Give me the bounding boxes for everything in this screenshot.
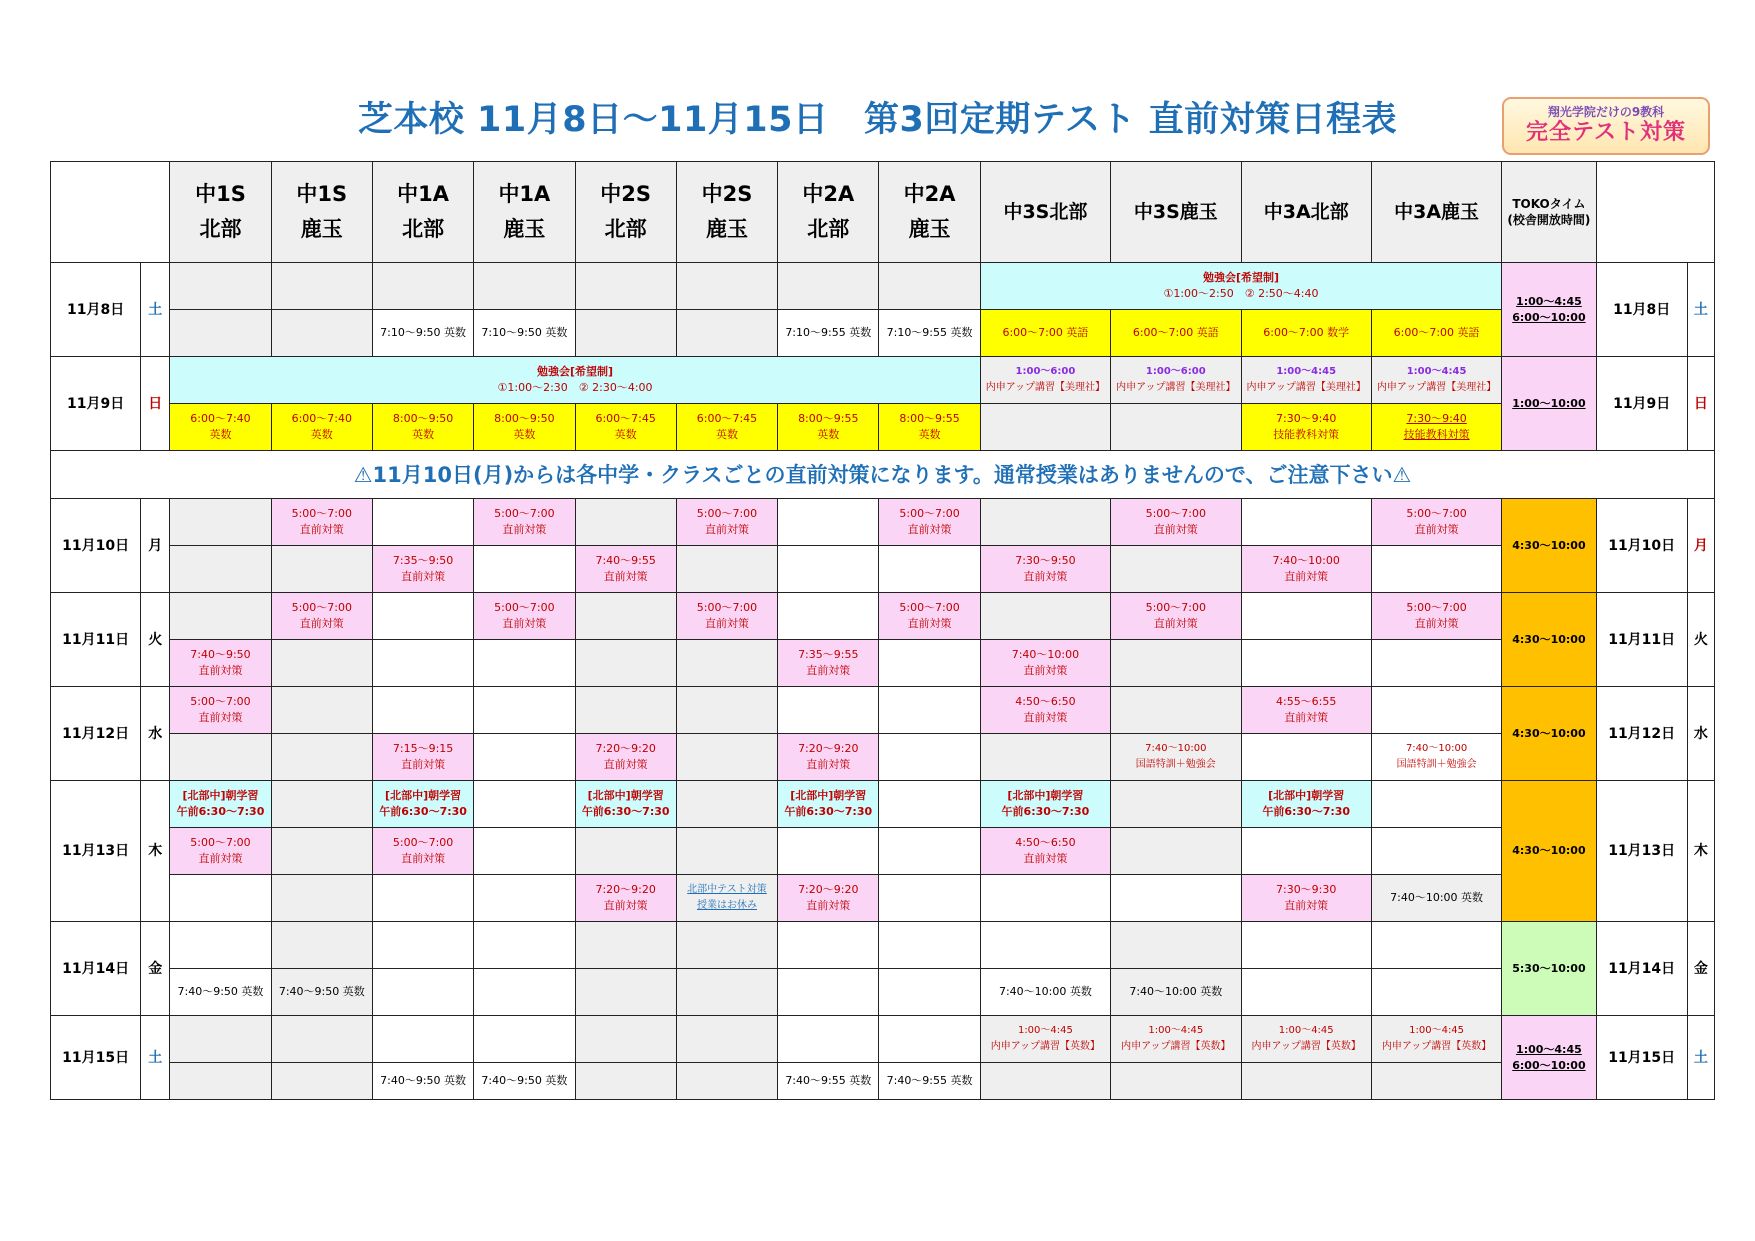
slot-cell: 7:40～9:50 英数 [474, 1063, 575, 1100]
slot-cell: 8:00～9:55 英数 [879, 404, 980, 451]
slot-cell: 7:30～9:50 直前対策 [980, 546, 1110, 593]
date-cell: 11月9日 [51, 357, 141, 451]
slot-cell: 7:10～9:55 英数 [879, 310, 980, 357]
dow-cell: 火 [1687, 593, 1714, 687]
slot-cell: 7:10～9:55 英数 [778, 310, 879, 357]
date-cell: 11月8日 [51, 263, 141, 357]
slot-cell: 5:00～7:00 直前対策 [879, 593, 980, 640]
slot-cell: 7:40～10:00 国語特訓＋勉強会 [1111, 734, 1241, 781]
notice-banner: ⚠11月10日(月)からは各中学・クラスごとの直前対策になります。通常授業はありませんので、ご注意下さい⚠ [51, 451, 1715, 499]
slot-cell: 5:00～7:00 直前対策 [1111, 593, 1241, 640]
study-session-cell: 勉強会[希望制] ①1:00～2:50 ② 2:50～4:40 [980, 263, 1502, 310]
date-cell: 11月8日 [1596, 263, 1687, 357]
header-col: 中3S鹿玉 [1111, 162, 1241, 263]
slot-cell: 7:30～9:40 技能教科対策 [1371, 404, 1501, 451]
slot-cell: 5:00～7:00 直前対策 [271, 593, 372, 640]
toko-cell: 1:00～4:45 6:00～10:00 [1502, 1016, 1596, 1100]
logo [1502, 97, 1710, 155]
slot-cell: 1:00～4:45 内申アップ講習【美理社】 [1241, 357, 1371, 404]
dow-cell: 土 [1687, 263, 1714, 357]
slot-cell: 6:00～7:00 英語 [1371, 310, 1501, 357]
day-row-11-11 [51, 593, 1715, 640]
date-cell: 11月15日 [1596, 1016, 1687, 1100]
date-cell: 11月14日 [1596, 922, 1687, 1016]
slot-cell: 7:40～10:00 直前対策 [1241, 546, 1371, 593]
slot-cell: 1:00～4:45 内申アップ講習【英数】 [980, 1016, 1110, 1063]
dow-cell: 日 [141, 357, 170, 451]
date-cell: 11月12日 [1596, 687, 1687, 781]
slot-cell: 7:30～9:30 直前対策 [1241, 875, 1371, 922]
slot-cell: 7:20～9:20 直前対策 [575, 734, 676, 781]
day-row-11-11-b [51, 640, 1715, 687]
page-title: 芝本校 11月8日～11月15日 第3回定期テスト 直前対策日程表 [357, 100, 1398, 140]
slot-cell: 7:20～9:20 直前対策 [778, 875, 879, 922]
dow-cell: 土 [141, 1016, 170, 1100]
header-row [51, 162, 1715, 263]
slot-cell: 6:00～7:00 数学 [1241, 310, 1371, 357]
slot-cell: 1:00～4:45 内申アップ講習【英数】 [1241, 1016, 1371, 1063]
header-blank [1596, 162, 1714, 263]
dow-cell: 金 [1687, 922, 1714, 1016]
date-cell: 11月11日 [51, 593, 141, 687]
slot-cell: 7:40～9:55 英数 [778, 1063, 879, 1100]
day-row-11-10 [51, 499, 1715, 546]
slot-cell: [北部中]朝学習 午前6:30～7:30 [575, 781, 676, 828]
header-col: 中2A 北部 [778, 162, 879, 263]
day-row-11-15-b [51, 1063, 1715, 1100]
day-row-11-13 [51, 781, 1715, 828]
day-row-11-9-b [51, 404, 1715, 451]
slot-cell: 5:00～7:00 直前対策 [372, 828, 473, 875]
slot-cell: [北部中]朝学習 午前6:30～7:30 [372, 781, 473, 828]
day-row-11-12-b [51, 734, 1715, 781]
slot-cell: 1:00～4:45 内申アップ講習【英数】 [1371, 1016, 1501, 1063]
slot-cell: 6:00～7:40 英数 [271, 404, 372, 451]
toko-cell: 1:00～4:45 6:00～10:00 [1502, 263, 1596, 357]
slot-cell: [北部中]朝学習 午前6:30～7:30 [1241, 781, 1371, 828]
day-row-11-12 [51, 687, 1715, 734]
slot-cell: 7:30～9:40 技能教科対策 [1241, 404, 1371, 451]
day-row-11-8 [51, 263, 1715, 310]
notice-row [51, 451, 1715, 499]
header-col: 中1S 鹿玉 [271, 162, 372, 263]
header-col: 中3A北部 [1241, 162, 1371, 263]
slot-cell: 5:00～7:00 直前対策 [474, 593, 575, 640]
date-cell: 11月13日 [51, 781, 141, 922]
slot-cell: 7:35～9:55 直前対策 [778, 640, 879, 687]
slot-cell: 4:55～6:55 直前対策 [1241, 687, 1371, 734]
schedule-table [50, 161, 1715, 1100]
slot-cell: [北部中]朝学習 午前6:30～7:30 [980, 781, 1110, 828]
dow-cell: 日 [1687, 357, 1714, 451]
slot-cell: 6:00～7:40 英数 [170, 404, 271, 451]
slot-cell: 7:40～9:50 英数 [271, 969, 372, 1016]
slot-cell: 5:00～7:00 直前対策 [474, 499, 575, 546]
day-row-11-10-b [51, 546, 1715, 593]
slot-cell: 5:00～7:00 直前対策 [1371, 499, 1501, 546]
slot-cell: 7:15～9:15 直前対策 [372, 734, 473, 781]
header-col: 中2A 鹿玉 [879, 162, 980, 263]
slot-cell: 7:40～9:55 直前対策 [575, 546, 676, 593]
date-cell: 11月13日 [1596, 781, 1687, 922]
toko-cell: 5:30～10:00 [1502, 922, 1596, 1016]
date-cell: 11月10日 [1596, 499, 1687, 593]
date-cell: 11月14日 [51, 922, 141, 1016]
slot-cell: 5:00～7:00 直前対策 [170, 828, 271, 875]
header-toko: TOKOタイム (校舎開放時間) [1502, 162, 1596, 263]
logo-line1: 翔光学院だけの9教科 [1547, 105, 1665, 119]
toko-cell: 4:30～10:00 [1502, 499, 1596, 593]
slot-cell: 7:10～9:50 英数 [474, 310, 575, 357]
header-blank [51, 162, 170, 263]
date-cell: 11月11日 [1596, 593, 1687, 687]
dow-cell: 水 [141, 687, 170, 781]
toko-cell: 1:00～10:00 [1502, 357, 1596, 451]
date-cell: 11月10日 [51, 499, 141, 593]
date-cell: 11月9日 [1596, 357, 1687, 451]
slot-cell: 8:00～9:50 英数 [474, 404, 575, 451]
slot-cell: 5:00～7:00 直前対策 [879, 499, 980, 546]
slot-cell: 7:10～9:50 英数 [372, 310, 473, 357]
slot-cell: 7:20～9:20 直前対策 [575, 875, 676, 922]
header-col: 中1S 北部 [170, 162, 271, 263]
dow-cell: 水 [1687, 687, 1714, 781]
dow-cell: 土 [1687, 1016, 1714, 1100]
slot-cell: 5:00～7:00 直前対策 [271, 499, 372, 546]
slot-cell: 7:40～10:00 英数 [1111, 969, 1241, 1016]
date-cell: 11月15日 [51, 1016, 141, 1100]
slot-cell: 7:40～10:00 英数 [1371, 875, 1501, 922]
dow-cell: 金 [141, 922, 170, 1016]
slot-cell: 7:40～10:00 国語特訓＋勉強会 [1371, 734, 1501, 781]
day-row-11-9 [51, 357, 1715, 404]
header-col: 中3A鹿玉 [1371, 162, 1501, 263]
dow-cell: 火 [141, 593, 170, 687]
slot-cell: [北部中]朝学習 午前6:30～7:30 [170, 781, 271, 828]
slot-cell: 1:00～6:00 内申アップ講習【美理社】 [980, 357, 1110, 404]
slot-cell: 7:35～9:50 直前対策 [372, 546, 473, 593]
slot-cell: 5:00～7:00 直前対策 [676, 499, 777, 546]
slot-cell: 5:00～7:00 直前対策 [676, 593, 777, 640]
dow-cell: 木 [141, 781, 170, 922]
header-col: 中1A 鹿玉 [474, 162, 575, 263]
header-col: 中2S 鹿玉 [676, 162, 777, 263]
day-row-11-13-c [51, 875, 1715, 922]
day-row-11-15 [51, 1016, 1715, 1063]
slot-cell: 7:40～9:50 直前対策 [170, 640, 271, 687]
slot-cell: 7:40～9:50 英数 [372, 1063, 473, 1100]
toko-cell: 4:30～10:00 [1502, 593, 1596, 687]
slot-cell: [北部中]朝学習 午前6:30～7:30 [778, 781, 879, 828]
slot-cell: 1:00～4:45 内申アップ講習【美理社】 [1371, 357, 1501, 404]
day-row-11-14-b [51, 969, 1715, 1016]
header-col: 中2S 北部 [575, 162, 676, 263]
slot-cell: 7:20～9:20 直前対策 [778, 734, 879, 781]
dow-cell: 木 [1687, 781, 1714, 922]
slot-cell: 5:00～7:00 直前対策 [1111, 499, 1241, 546]
slot-cell: 1:00～6:00 内申アップ講習【美理社】 [1111, 357, 1241, 404]
day-row-11-14 [51, 922, 1715, 969]
slot-cell: 北部中テスト対策 授業はお休み [676, 875, 777, 922]
slot-cell: 8:00～9:50 英数 [372, 404, 473, 451]
header-col: 中1A 北部 [372, 162, 473, 263]
toko-cell: 4:30～10:00 [1502, 687, 1596, 781]
date-cell: 11月12日 [51, 687, 141, 781]
slot-cell: 6:00～7:45 英数 [676, 404, 777, 451]
slot-cell: 6:00～7:00 英語 [1111, 310, 1241, 357]
dow-cell: 月 [1687, 499, 1714, 593]
slot-cell: 6:00～7:00 英語 [980, 310, 1110, 357]
day-row-11-8-b [51, 310, 1715, 357]
dow-cell: 月 [141, 499, 170, 593]
slot-cell: 6:00～7:45 英数 [575, 404, 676, 451]
header-col: 中3S北部 [980, 162, 1110, 263]
slot-cell: 4:50～6:50 直前対策 [980, 687, 1110, 734]
study-session-cell: 勉強会[希望制] ①1:00～2:30 ② 2:30～4:00 [170, 357, 980, 404]
slot-cell: 5:00～7:00 直前対策 [170, 687, 271, 734]
slot-cell: 7:40～9:55 英数 [879, 1063, 980, 1100]
slot-cell: 4:50～6:50 直前対策 [980, 828, 1110, 875]
slot-cell: 1:00～4:45 内申アップ講習【英数】 [1111, 1016, 1241, 1063]
toko-cell: 4:30～10:00 [1502, 781, 1596, 922]
day-row-11-13-b [51, 828, 1715, 875]
slot-cell: 8:00～9:55 英数 [778, 404, 879, 451]
slot-cell: 7:40～10:00 直前対策 [980, 640, 1110, 687]
slot-cell: 7:40～9:50 英数 [170, 969, 271, 1016]
logo-line2: 完全テスト対策 [1525, 120, 1687, 145]
slot-cell: 7:40～10:00 英数 [980, 969, 1110, 1016]
dow-cell: 土 [141, 263, 170, 357]
slot-cell: 5:00～7:00 直前対策 [1371, 593, 1501, 640]
